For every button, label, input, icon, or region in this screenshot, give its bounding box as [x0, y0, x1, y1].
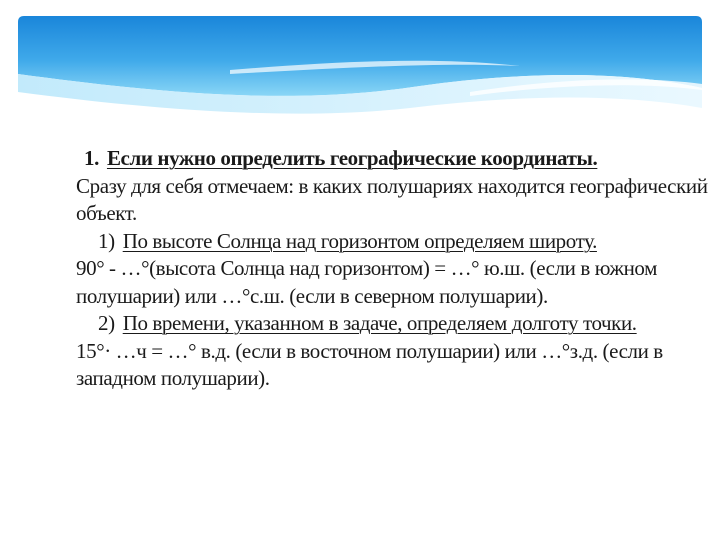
section-title: Если нужно определить географические координаты. — [106, 146, 598, 170]
item-1-line-2: полушарии) или …°с.ш. (если в северном полушарии). — [76, 283, 548, 308]
intro-line-2: объект. — [76, 201, 137, 225]
item-2-line-2: западном полушарии). — [76, 366, 270, 390]
item-2-heading — [76, 310, 676, 338]
intro-line-1: Сразу для себя отмечаем: в каких полушариях находится географический — [76, 173, 708, 198]
item-2-line-1: 15°· …ч = …° в.д. (если в восточном полушарии) или …°з.д. (если в — [76, 338, 663, 363]
item-2-number: 2) — [98, 311, 115, 335]
item-1-heading — [76, 228, 676, 256]
item-1-title: По высоте Солнца над горизонтом определяем широту. — [122, 228, 597, 253]
item-2-title: По времени, указанном в задаче, определяем долготу точки. — [122, 311, 637, 335]
item-1-line-1: 90° - …°(высота Солнца над горизонтом) = …° ю.ш. (если в южном — [76, 256, 658, 280]
section-heading — [76, 145, 676, 173]
item-1-number: 1) — [98, 228, 115, 253]
section-number: 1. — [84, 146, 99, 170]
slide-content — [76, 145, 708, 393]
